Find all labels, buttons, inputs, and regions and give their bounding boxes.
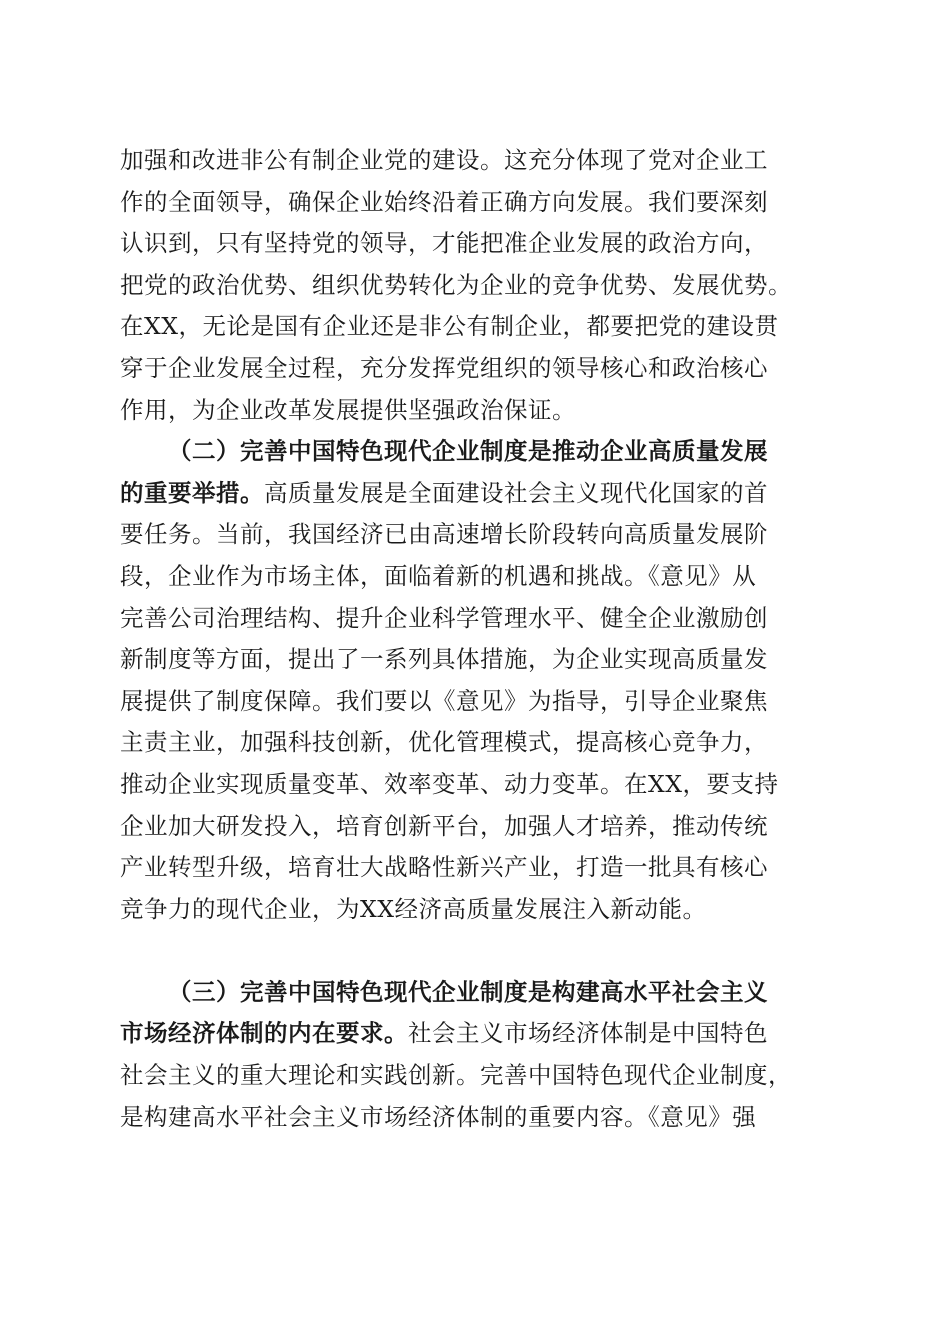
text-line: 要任务。当前，我国经济已由高速增长阶段转向高质量发展阶 bbox=[120, 520, 768, 549]
section-heading-end: 的重要举措。 bbox=[120, 478, 264, 507]
paragraph-2 bbox=[120, 431, 832, 972]
paragraph-3 bbox=[120, 972, 832, 1138]
text-line bbox=[120, 431, 832, 473]
text-line: 穿于企业发展全过程，充分发挥党组织的领导核心和政治核心 bbox=[120, 353, 768, 382]
text-line: 展提供了制度保障。我们要以《意见》为指导，引导企业聚焦 bbox=[120, 686, 768, 715]
section-heading: （二）完善中国特色现代企业制度是推动企业高质量发展 bbox=[168, 437, 768, 466]
text-line: 加强和改进非公有制企业党的建设。这充分体现了党对企业工 bbox=[120, 146, 768, 174]
text-line bbox=[120, 930, 832, 972]
text-line: 作用，为企业改革发展提供坚强政治保证。 bbox=[120, 395, 576, 424]
document-body bbox=[120, 140, 832, 1138]
text-line: 认识到，只有坚持党的领导，才能把准企业发展的政治方向， bbox=[120, 229, 768, 258]
text-line: 产业转型升级，培育壮大战略性新兴产业，打造一批具有核心 bbox=[120, 853, 768, 882]
text-line: 主责主业，加强科技创新，优化管理模式，提高核心竞争力， bbox=[120, 728, 768, 757]
text-line: 推动企业实现质量变革、效率变革、动力变革。在XX，要支持 bbox=[120, 769, 779, 798]
text-line: 作的全面领导，确保企业始终沿着正确方向发展。我们要深刻 bbox=[120, 187, 768, 216]
text-line: 在XX，无论是国有企业还是非公有制企业，都要把党的建设贯 bbox=[120, 312, 779, 341]
text-line: 市场经济体制的内在要求。社会主义市场经济体制是中国特色 bbox=[120, 1019, 768, 1048]
section-heading: （三）完善中国特色现代企业制度是构建高水平社会主义 bbox=[168, 977, 768, 1006]
text-line: 竞争力的现代企业，为XX经济高质量发展注入新动能。 bbox=[120, 894, 707, 923]
text-line: 社会主义的重大理论和实践创新。完善中国特色现代企业制度， bbox=[120, 1061, 792, 1090]
paragraph-1 bbox=[120, 140, 832, 431]
text-line: 完善公司治理结构、提升企业科学管理水平、健全企业激励创 bbox=[120, 603, 768, 632]
section-heading-end: 市场经济体制的内在要求。 bbox=[120, 1019, 408, 1048]
text-line: 段，企业作为市场主体，面临着新的机遇和挑战。《意见》从 bbox=[120, 561, 757, 590]
text-line: 新制度等方面，提出了一系列具体措施，为企业实现高质量发 bbox=[120, 645, 768, 674]
text-line: 的重要举措。高质量发展是全面建设社会主义现代化国家的首 bbox=[120, 478, 768, 507]
text-line bbox=[120, 972, 832, 1014]
text-line: 是构建高水平社会主义市场经济体制的重要内容。《意见》强 bbox=[120, 1102, 757, 1131]
text-line: 企业加大研发投入，培育创新平台，加强人才培养，推动传统 bbox=[120, 811, 768, 840]
text-line: 把党的政治优势、组织优势转化为企业的竞争优势、发展优势。 bbox=[120, 270, 792, 299]
